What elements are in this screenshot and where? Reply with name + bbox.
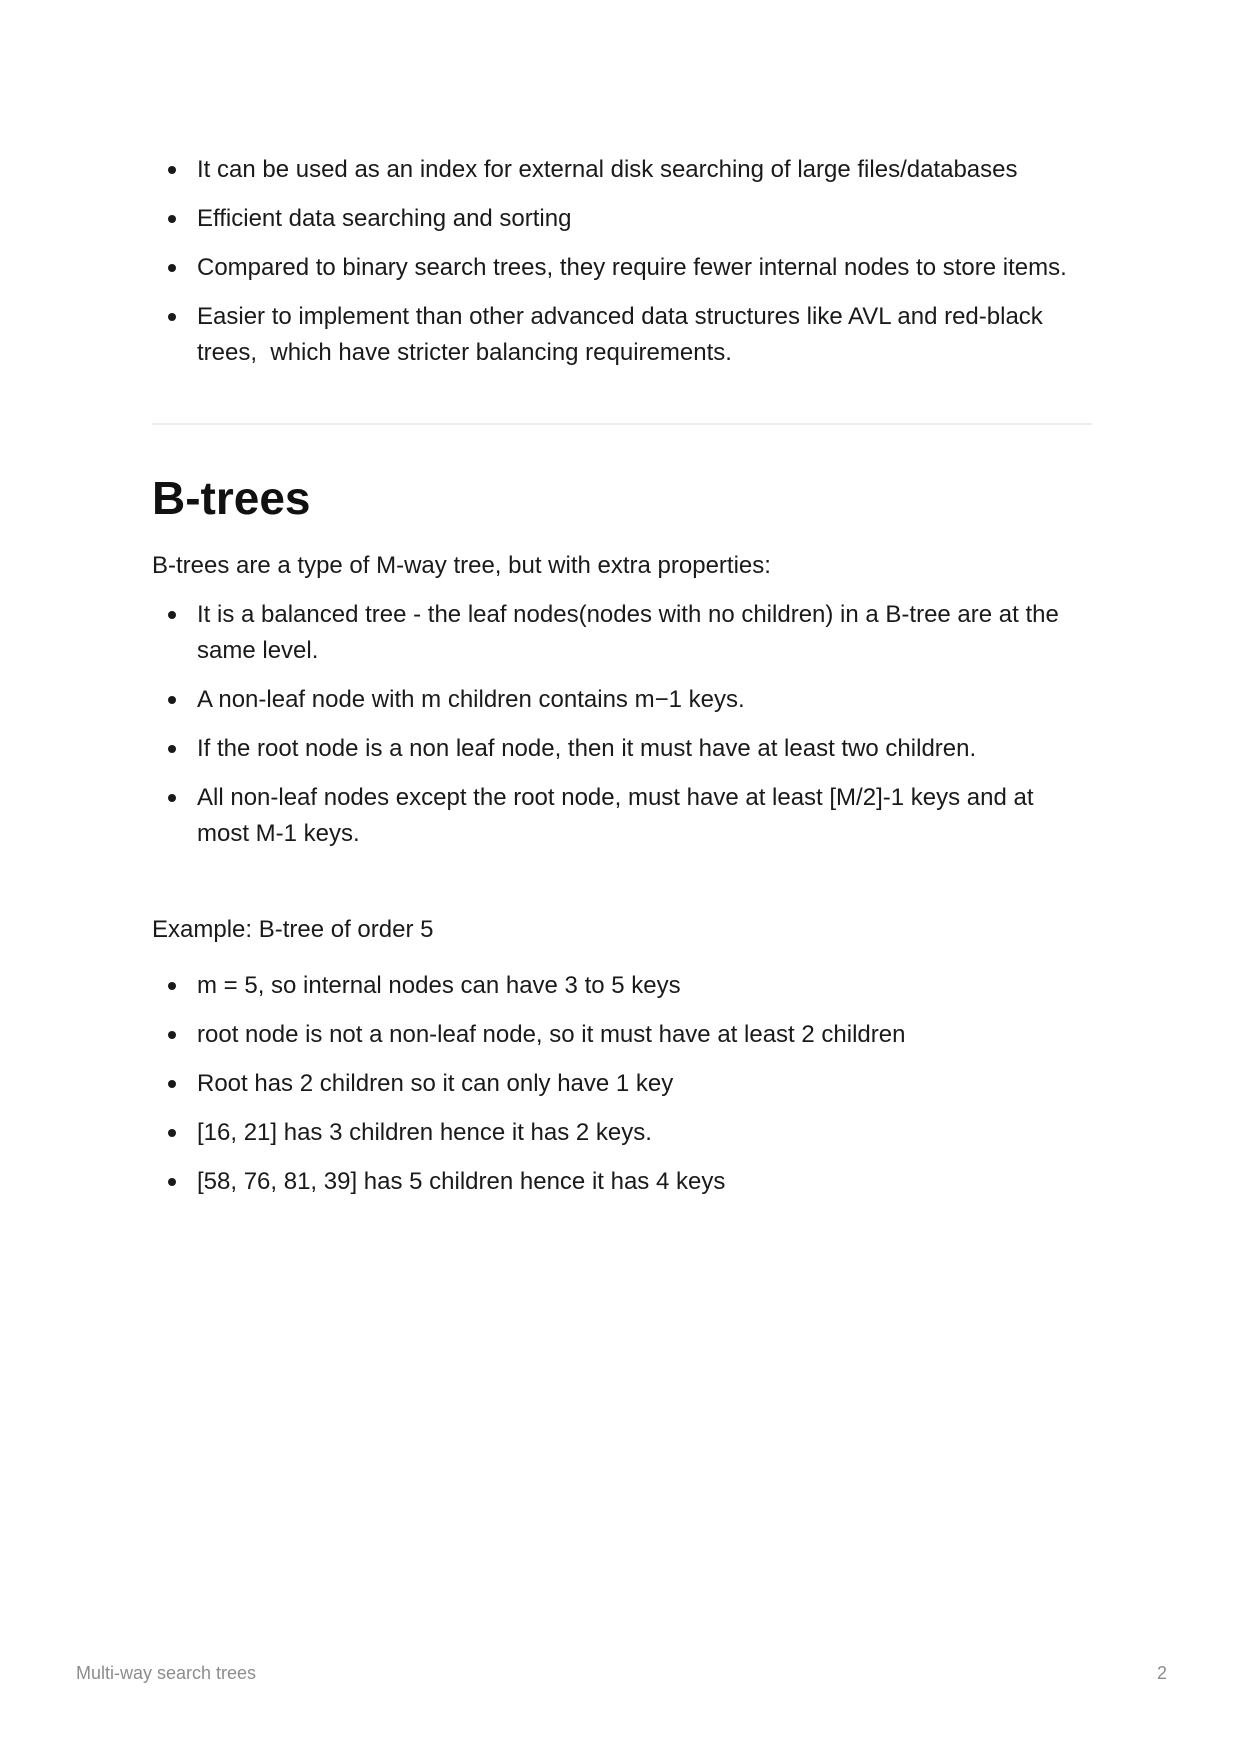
- list-item: [152, 731, 1092, 767]
- list-item-text: A non-leaf node with m children contains m−1 keys.: [197, 686, 745, 713]
- list-item: [152, 250, 1092, 286]
- list-item-text: Efficient data searching and sorting: [197, 205, 572, 232]
- list-item: [152, 299, 1092, 371]
- list-item: [152, 1017, 1092, 1053]
- list-item: [152, 201, 1092, 237]
- list-item-text: root node is not a non-leaf node, so it must have at least 2 children: [197, 1021, 906, 1048]
- footer-page-number: 2: [1156, 1663, 1167, 1683]
- list-item-text: It is a balanced tree - the leaf nodes(nodes with no children) in a B-tree are at the same level.: [197, 601, 1066, 664]
- list-item: [152, 152, 1092, 188]
- list-item-text: If the root node is a non leaf node, then it must have at least two children.: [197, 735, 977, 762]
- list-item: [152, 968, 1092, 1004]
- footer-doc-title: Multi-way search trees: [76, 1663, 257, 1683]
- list-item-text: [58, 76, 81, 39] has 5 children hence it has 4 keys: [197, 1168, 726, 1195]
- list-item-text: All non-leaf nodes except the root node, must have at least [M/2]-1 keys and at most M-1 keys.: [197, 784, 1041, 847]
- list-item-text: [16, 21] has 3 children hence it has 2 keys.: [197, 1119, 652, 1146]
- list-item-text: It can be used as an index for external disk searching of large files/databases: [197, 156, 1018, 183]
- section-title: B-trees: [152, 472, 311, 524]
- list-item-text: Easier to implement than other advanced data structures like AVL and red-black trees, which have stricter balancing requirements.: [197, 303, 1050, 366]
- properties-list: [152, 597, 1092, 852]
- example-heading: Example: B-tree of order 5: [152, 916, 434, 943]
- list-item: [152, 780, 1092, 852]
- example-list: [152, 968, 1092, 1200]
- section-lead: B-trees are a type of M-way tree, but with extra properties:: [152, 552, 771, 579]
- section-divider: [152, 423, 1092, 425]
- page-footer: [76, 1661, 1167, 1685]
- list-item-text: m = 5, so internal nodes can have 3 to 5 keys: [197, 972, 681, 999]
- list-item: [152, 1164, 1092, 1200]
- list-item: [152, 1066, 1092, 1102]
- list-item: [152, 597, 1092, 669]
- list-item-text: Compared to binary search trees, they require fewer internal nodes to store items.: [197, 254, 1067, 281]
- intro-list: [152, 152, 1092, 371]
- list-item: [152, 1115, 1092, 1151]
- list-item-text: Root has 2 children so it can only have 1 key: [197, 1070, 674, 1097]
- list-item: [152, 682, 1092, 718]
